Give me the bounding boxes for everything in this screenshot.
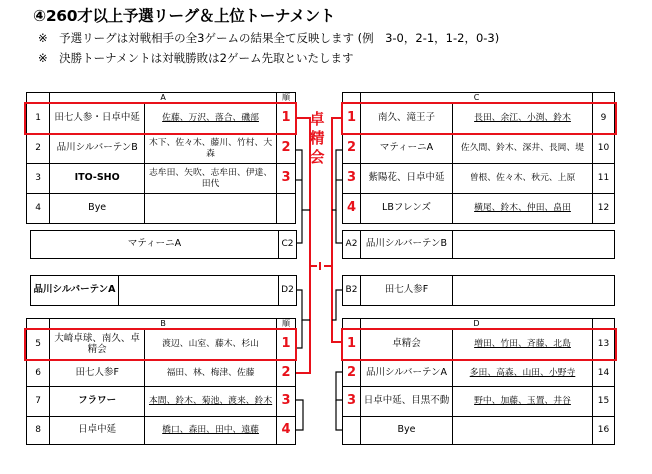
rank-cell: 3 xyxy=(343,164,361,194)
team-name: Bye xyxy=(361,417,453,445)
group-label: A xyxy=(50,93,277,104)
slot-blank xyxy=(453,276,615,306)
team-name: 日卓中延 xyxy=(50,417,145,445)
team-members: 福田、林、梅津、佐藤 xyxy=(145,360,277,387)
group-a-table xyxy=(26,92,296,224)
team-name: 日卓中延、目黒不動 xyxy=(361,387,453,417)
team-name: 田七人参・日卓中延 xyxy=(50,104,145,134)
rank-cell: 2 xyxy=(343,134,361,164)
team-name: 紫陽花、日卓中延 xyxy=(361,164,453,194)
rank-cell: 2 xyxy=(343,360,361,387)
entry-number: 4 xyxy=(27,194,50,224)
champion-char: 会 xyxy=(309,147,325,166)
rank-cell: 3 xyxy=(276,164,295,194)
note-tournament: ※ 決勝トーナメントは対戦勝敗は2ゲーム先取といたします xyxy=(38,51,354,65)
entry-number: 14 xyxy=(593,360,615,387)
header-blank xyxy=(27,93,50,104)
slot-code: B2 xyxy=(343,276,361,306)
team-name: 大崎卓球、南久、卓精会 xyxy=(50,330,145,360)
entry-number: 5 xyxy=(27,330,50,360)
entry-number: 3 xyxy=(27,164,50,194)
entry-number: 9 xyxy=(593,104,615,134)
rank-cell: 3 xyxy=(343,387,361,417)
team-name: 南久、滝王子 xyxy=(361,104,453,134)
note-league: ※ 予選リーグは対戦相手の全3ゲームの結果全て反映します (例 3-0，2-1，1-2，0-3) xyxy=(38,31,500,45)
team-members: 橋口、森田、田中、遠藤 xyxy=(145,417,277,445)
entry-number: 11 xyxy=(593,164,615,194)
entry-number: 13 xyxy=(593,330,615,360)
header-blank xyxy=(593,319,615,330)
entry-number: 6 xyxy=(27,360,50,387)
group-label: D xyxy=(361,319,593,330)
slot-team: 品川シルバーテンB xyxy=(361,231,453,259)
team-members: 木下、佐々木、藤川、竹村、大森 xyxy=(145,134,277,164)
header-blank xyxy=(593,93,615,104)
team-members: 渡辺、山室、藤木、杉山 xyxy=(145,330,277,360)
slot-blank xyxy=(453,231,615,259)
entry-number: 7 xyxy=(27,387,50,417)
header-blank xyxy=(343,93,361,104)
slot-blank xyxy=(119,276,279,306)
team-members: 増田、竹田、斉藤、北島 xyxy=(453,330,593,360)
team-members: 野中、加藤、玉置、井谷 xyxy=(453,387,593,417)
team-name: 田七人参F xyxy=(50,360,145,387)
rank-cell xyxy=(276,194,295,224)
slot-code: C2 xyxy=(279,231,297,259)
slot-code: A2 xyxy=(343,231,361,259)
team-members: 横尾、鈴木、仲田、畠田 xyxy=(453,194,593,224)
slot-b2 xyxy=(342,275,615,306)
team-members: 曽根、佐々木、秋元、上原 xyxy=(453,164,593,194)
team-name: 卓精会 xyxy=(361,330,453,360)
champion-label xyxy=(309,110,325,166)
header-blank xyxy=(343,319,361,330)
team-name: ITO-SHO xyxy=(50,164,145,194)
slot-team: 品川シルバーテンA xyxy=(31,276,119,306)
rank-cell xyxy=(343,417,361,445)
rank-cell: 1 xyxy=(343,330,361,360)
champion-char: 精 xyxy=(309,128,325,147)
team-members: 佐藤、万沢、落合、磯部 xyxy=(145,104,277,134)
group-label: B xyxy=(50,319,277,330)
slot-team: マティーニA xyxy=(31,231,279,259)
entry-number: 15 xyxy=(593,387,615,417)
rank-cell: 2 xyxy=(276,134,295,164)
entry-number: 16 xyxy=(593,417,615,445)
team-name: フラワー xyxy=(50,387,145,417)
rank-cell: 1 xyxy=(343,104,361,134)
group-c-table xyxy=(342,92,615,224)
entry-number: 1 xyxy=(27,104,50,134)
entry-number: 2 xyxy=(27,134,50,164)
entry-number: 12 xyxy=(593,194,615,224)
rank-cell: 3 xyxy=(277,387,296,417)
group-label: C xyxy=(361,93,593,104)
team-members: 多田、高森、山田、小野寺 xyxy=(453,360,593,387)
champion-char: 卓 xyxy=(309,110,325,128)
rank-header: 順 xyxy=(277,319,296,330)
team-members: 本間、鈴木、菊池、渡来、鈴木 xyxy=(145,387,277,417)
team-members: 長田、余江、小渕、鈴木 xyxy=(453,104,593,134)
slot-a2 xyxy=(342,230,615,259)
team-name: Bye xyxy=(50,194,145,224)
slot-code: D2 xyxy=(279,276,297,306)
team-members: 志牟田、矢吹、志牟田、伊達、田代 xyxy=(145,164,277,194)
team-members xyxy=(453,417,593,445)
page-title: ④260才以上予選リーグ＆上位トーナメント xyxy=(33,7,336,25)
team-name: 品川シルバーテンB xyxy=(50,134,145,164)
header-blank xyxy=(27,319,50,330)
rank-cell: 4 xyxy=(343,194,361,224)
rank-cell: 4 xyxy=(277,417,296,445)
entry-number: 10 xyxy=(593,134,615,164)
group-b-table xyxy=(26,318,296,445)
team-name: LBフレンズ xyxy=(361,194,453,224)
entry-number: 8 xyxy=(27,417,50,445)
slot-team: 田七人参F xyxy=(361,276,453,306)
slot-d2 xyxy=(30,275,297,306)
team-name: 品川シルバーテンA xyxy=(361,360,453,387)
group-d-table xyxy=(342,318,615,445)
team-members: 佐久間、鈴木、深井、長岡、堤 xyxy=(453,134,593,164)
rank-cell: 1 xyxy=(276,104,295,134)
rank-header: 順 xyxy=(276,93,295,104)
slot-c2 xyxy=(30,230,297,259)
team-members xyxy=(145,194,277,224)
rank-cell: 1 xyxy=(277,330,296,360)
team-name: マティーニA xyxy=(361,134,453,164)
rank-cell: 2 xyxy=(277,360,296,387)
